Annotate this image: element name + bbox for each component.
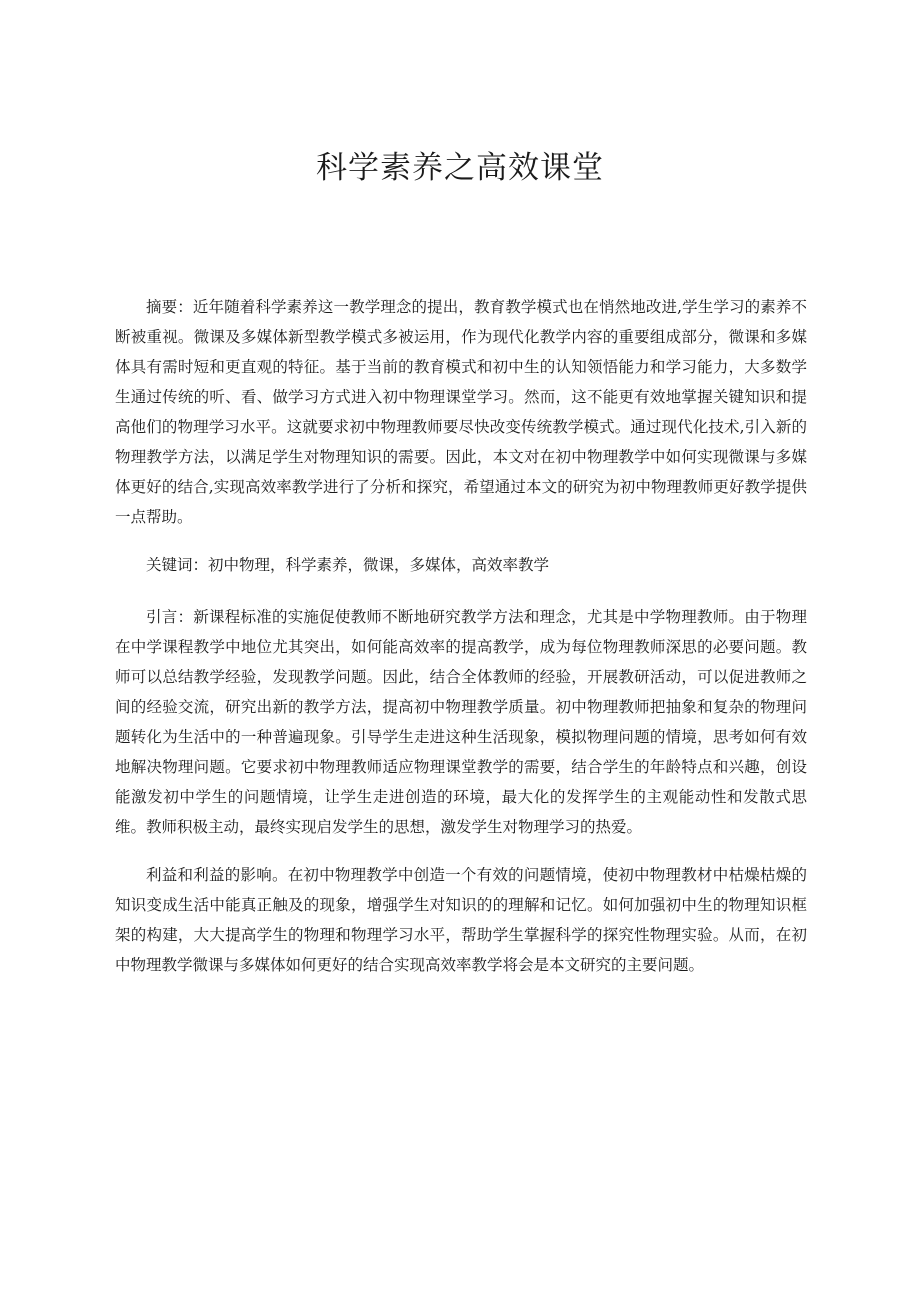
- document-body: [115, 292, 807, 998]
- abstract-paragraph: 摘要：近年随着科学素养这一教学理念的提出，教育教学模式也在悄然地改进,学生学习的素养不断被重视。微课及多媒体新型教学模式多被运用，作为现代化教学内容的重要组成部分，微课和多媒体具有需时短和更直观的特征。基于当前的教育模式和初中生的认知领悟能力和学习能力，大多数学生通过传统的听、看、做学习方式进入初中物理课堂学习。然而，这不能更有效地掌握关键知识和提高他们的物理学习水平。这就要求初中物理教师要尽快改变传统教学模式。通过现代化技术,引入新的物理教学方法，以满足学生对物理知识的需要。因此，本文对在初中物理教学中如何实现微课与多媒体更好的结合,实现高效率教学进行了分析和探究，希望通过本文的研究为初中物理教师更好教学提供一点帮助。: [115, 298, 807, 526]
- introduction-paragraph: 引言：新课程标准的实施促使教师不断地研究教学方法和理念，尤其是中学物理教师。由于物理在中学课程教学中地位尤其突出，如何能高效率的提高教学，成为每位物理教师深思的必要问题。教师可以总结教学经验，发现教学问题。因此，结合全体教师的经验，开展教研活动，可以促进教师之间的经验交流，研究出新的教学方法，提高初中物理教学质量。初中物理教师把抽象和复杂的物理问题转化为生活中的一种普遍现象。引导学生走进这种生活现象，模拟物理问题的情境，思考如何有效地解决物理问题。它要求初中物理教师适应物理课堂教学的需要，结合学生的年龄特点和兴趣，创设能激发初中学生的问题情境，让学生走进创造的环境，最大化的发挥学生的主观能动性和发散式思维。教师积极主动，最终实现启发学生的思想，激发学生对物理学习的热爱。: [115, 608, 807, 836]
- keywords-paragraph: 关键词：初中物理，科学素养，微课，多媒体，高效率教学: [146, 556, 550, 574]
- document-title: 科学素养之高效课堂: [316, 150, 604, 186]
- body-paragraph: 利益和利益的影响。在初中物理教学中创造一个有效的问题情境，使初中物理教材中枯燥枯燥的知识变成生活中能真正触及的现象，增强学生对知识的的理解和记忆。如何加强初中生的物理知识框架的构建，大大提高学生的物理和物理学习水平，帮助学生掌握科学的探究性物理实验。从而，在初中物理教学微课与多媒体如何更好的结合实现高效率教学将会是本文研究的主要问题。: [115, 866, 807, 974]
